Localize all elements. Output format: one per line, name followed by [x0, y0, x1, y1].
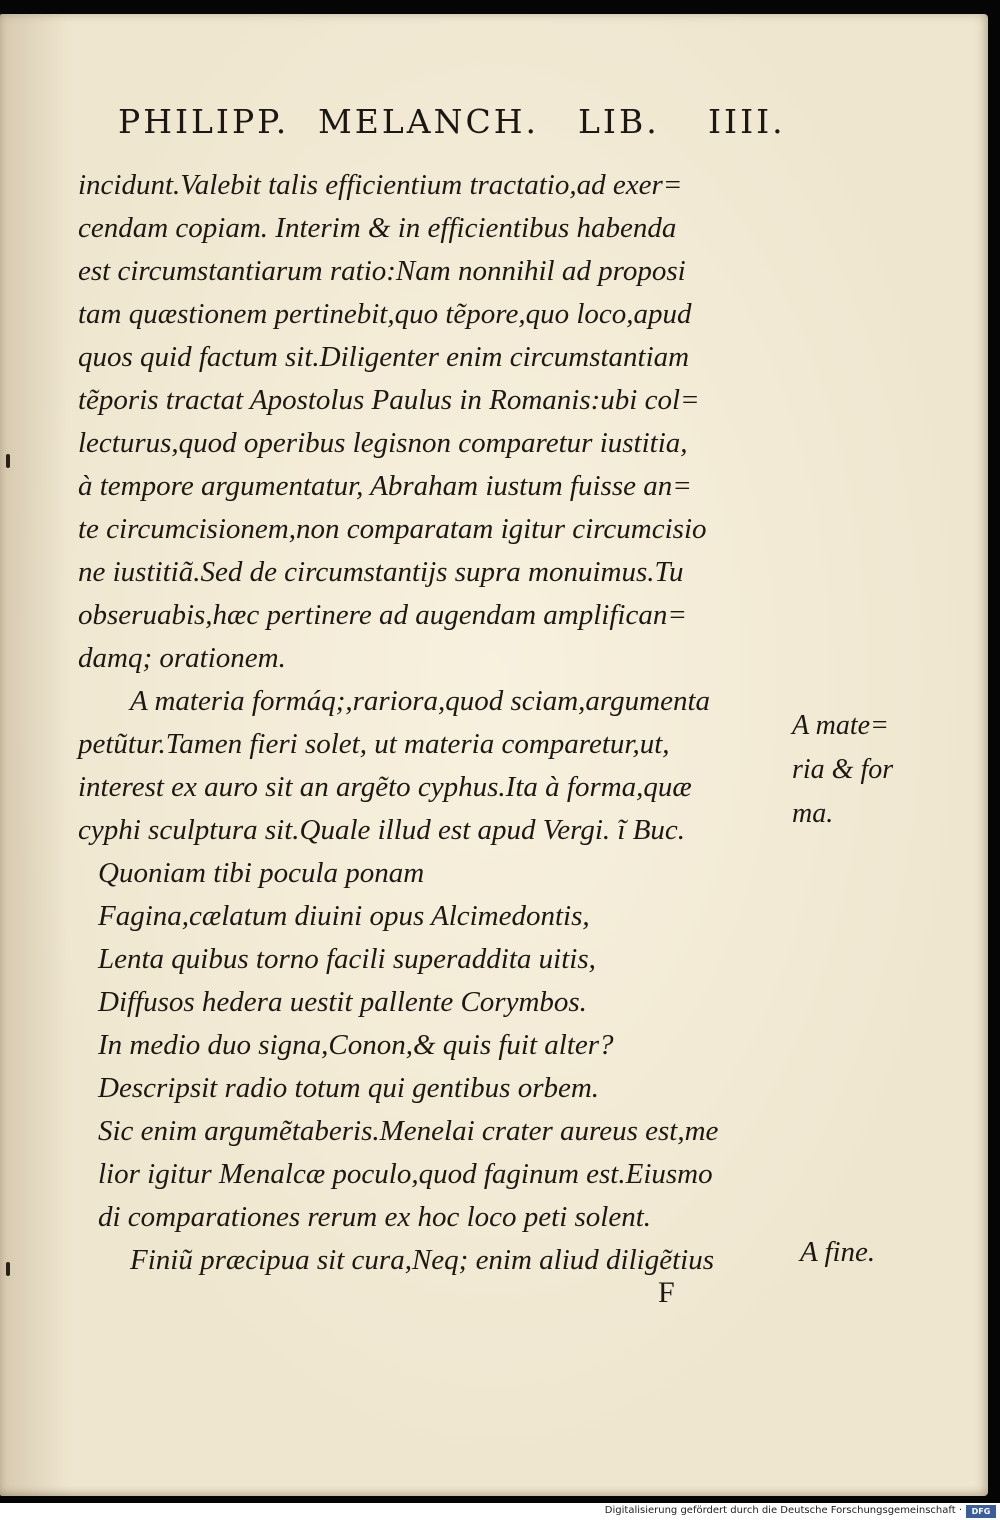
dfg-logo: DFG: [966, 1505, 996, 1518]
text-line: tam quæstionem pertinebit,quo tẽpore,quo loco,apud: [78, 298, 692, 330]
verse-line: Lenta quibus torno facili superaddita uitis,: [98, 943, 596, 975]
text-line: interest ex auro sit an argẽto cyphus.Ita à forma,quæ: [78, 771, 692, 803]
verse-line: In medio duo signa,Conon,& quis fuit alter?: [98, 1029, 614, 1061]
verse-line: Quoniam tibi pocula ponam: [98, 857, 425, 889]
paragraph-start-line: Finiũ præcipua sit cura,Neq; enim aliud diligẽtius: [130, 1244, 714, 1276]
text-line: obseruabis,hæc pertinere ad augendam amplifican=: [78, 599, 687, 631]
spine-mark: [6, 454, 10, 468]
marginal-note-materia: [792, 704, 922, 836]
text-line: damq; orationem.: [78, 642, 286, 674]
verse-line: Descripsit radio totum qui gentibus orbem.: [98, 1072, 600, 1104]
marginal-note-fine: A fine.: [800, 1236, 876, 1268]
text-line: te circumcisionem,non comparatam igitur circumcisio: [78, 513, 707, 545]
header-author-last: MELANCH.: [318, 102, 540, 141]
funding-credit: Digitalisierung gefördert durch die Deutsche Forschungsgemeinschaft ·: [604, 1505, 962, 1516]
text-line: Sic enim argumẽtaberis.Menelai crater aureus est,me: [98, 1115, 719, 1147]
header-author-first: PHILIPP.: [118, 102, 290, 141]
margin-line: ma.: [792, 798, 834, 829]
margin-line: ria & for: [792, 754, 894, 785]
text-line: cendam copiam. Interim & in efficientibus habenda: [78, 212, 677, 244]
text-line: est circumstantiarum ratio:Nam nonnihil ad proposi: [78, 255, 686, 287]
text-line: cyphi sculptura sit.Quale illud est apud Vergi. ĩ Buc.: [78, 814, 686, 846]
text-line: petũtur.Tamen fieri solet, ut materia comparetur,ut,: [78, 728, 670, 760]
book-page: [0, 14, 988, 1496]
text-line: tẽporis tractat Apostolus Paulus in Romanis:ubi col=: [78, 384, 700, 416]
body-text: [78, 164, 798, 1282]
text-line: di comparationes rerum ex hoc loco peti solent.: [98, 1201, 652, 1233]
text-line: lecturus,quod operibus legisnon comparetur iustitia,: [78, 427, 688, 459]
paragraph-start-line: A materia formáq;,rariora,quod sciam,argumenta: [130, 685, 710, 717]
spine-mark: [6, 1262, 10, 1276]
text-line: ne iustitiã.Sed de circumstantijs supra monuimus.Tu: [78, 556, 684, 588]
text-line: lior igitur Menalcæ poculo,quod faginum est.Eiusmo: [98, 1158, 713, 1190]
running-header: [118, 90, 798, 150]
signature-mark: F: [658, 1276, 675, 1309]
footer-bar: [0, 1503, 1000, 1520]
text-line: à tempore argumentatur, Abraham iustum fuisse an=: [78, 470, 692, 502]
verse-line: Fagina,cælatum diuini opus Alcimedontis,: [98, 900, 590, 932]
header-book: LIB.: [578, 102, 660, 141]
margin-line: A mate=: [792, 710, 889, 741]
verse-line: Diffusos hedera uestit pallente Corymbos.: [98, 986, 587, 1018]
header-folio: IIII.: [708, 102, 786, 141]
text-line: quos quid factum sit.Diligenter enim circumstantiam: [78, 341, 690, 373]
text-line: incidunt.Valebit talis efficientium tractatio,ad exer=: [78, 169, 683, 201]
